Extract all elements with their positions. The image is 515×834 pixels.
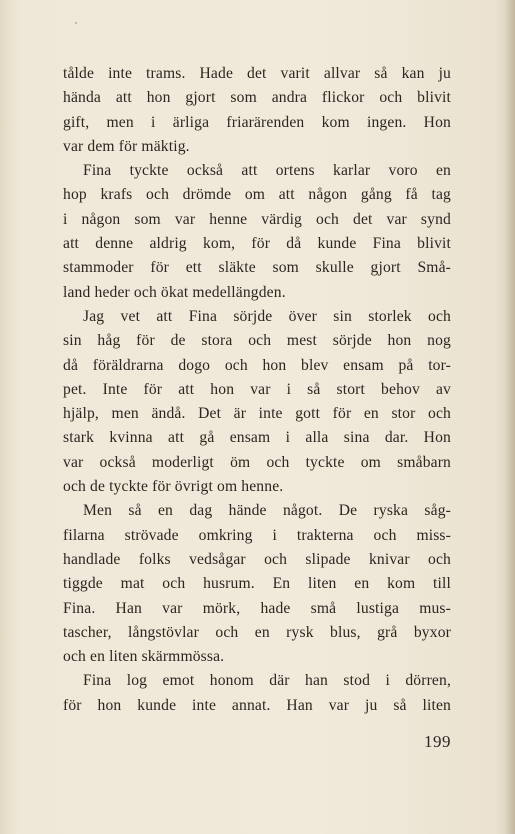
- text-line: Fina log emot honom där han stod i dörren,: [83, 672, 451, 690]
- text-line: tascher, långstövlar och en rysk blus, grå byxor: [63, 623, 451, 641]
- paper-speck: [75, 22, 77, 24]
- text-line: stark kvinna att gå ensam i alla sina dar. Hon: [63, 429, 451, 447]
- text-line: filarna strövade omkring i trakterna och miss-: [63, 526, 451, 544]
- text-line: handlade folks vedsågar och slipade knivar och: [63, 550, 451, 568]
- text-line: var dem för mäktig.: [63, 137, 190, 155]
- text-line: gift, men i ärliga friarärenden kom ingen. Hon: [63, 113, 451, 131]
- text-line: stammoder för ett släkte som skulle gjort Små-: [63, 259, 451, 277]
- text-line: och en liten skärmmössa.: [63, 648, 225, 666]
- text-line: sin håg för de stora och mest sörjde hon nog: [63, 332, 451, 350]
- text-line: land heder och ökat medellängden.: [63, 283, 286, 301]
- text-line: var också moderligt öm och tyckte om småbarn: [63, 453, 451, 471]
- text-line: hop krafs och drömde om att någon gång få tag: [63, 186, 451, 204]
- text-line: hända att hon gjort som andra flickor och blivit: [63, 89, 451, 107]
- text-line: tiggde mat och husrum. En liten en kom till: [63, 575, 451, 593]
- text-line: hjälp, men ändå. Det är inte gott för en stor och: [63, 405, 451, 423]
- body-text: [63, 62, 451, 718]
- text-line: Men så en dag hände något. De ryska såg-: [83, 502, 451, 520]
- text-line: då föräldrarna dogo och hon blev ensam på tor-: [63, 356, 451, 374]
- text-line: för hon kunde inte annat. Han var ju så liten: [63, 696, 451, 714]
- text-line: Fina. Han var mörk, hade små lustiga mus-: [63, 599, 451, 617]
- gutter-shadow: [505, 0, 515, 834]
- text-line: att denne aldrig kom, för då kunde Fina blivit: [63, 235, 451, 253]
- page-number: 199: [424, 732, 451, 751]
- text-line: och de tyckte för övrigt om henne.: [63, 478, 284, 496]
- text-line: pet. Inte för att hon var i så stort behov av: [63, 380, 451, 398]
- text-line: Fina tyckte också att ortens karlar voro en: [83, 162, 451, 180]
- text-line: i någon som var henne värdig och det var synd: [63, 210, 451, 228]
- text-line: Jag vet att Fina sörjde över sin storlek och: [83, 307, 451, 325]
- text-line: tålde inte trams. Hade det varit allvar så kan ju: [63, 65, 451, 82]
